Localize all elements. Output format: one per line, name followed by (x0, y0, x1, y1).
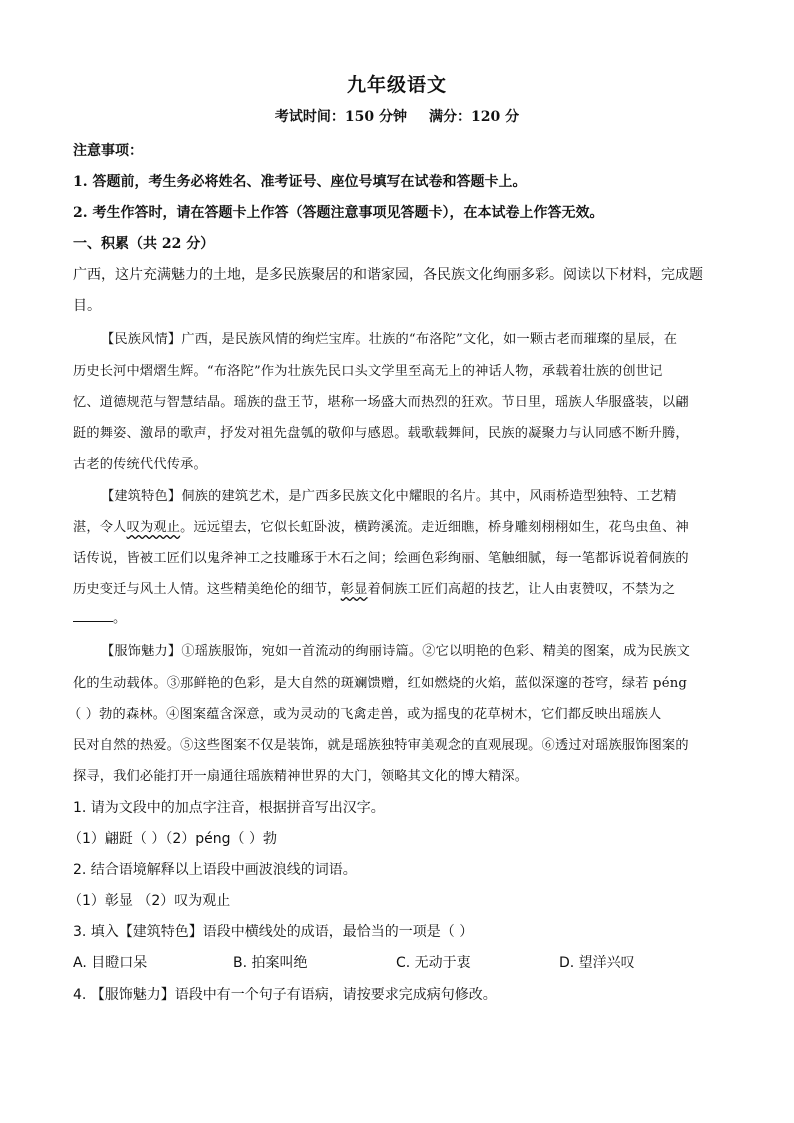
passage2-line-2 (73, 516, 689, 535)
passage3-line-2: 化的生动载体。③那鲜艳的色彩，是大自然的斑斓馈赠，红如燃烧的火焰，蓝似深邃的苍穹，绿若 péng (73, 676, 688, 691)
q3-option-a: A. 目瞪口呆 (73, 955, 148, 971)
question-2: 2. 结合语境解释以上语段中画波浪线的词语。 (73, 862, 357, 878)
passage2-line-1: 【建筑特色】侗族的建筑艺术，是广西多民族文化中耀眼的名片。其中，风雨桥造型独特、工艺精 (101, 489, 677, 504)
notice-heading: 注意事项： (73, 143, 143, 159)
passage2-text: 湛，令人 (73, 520, 127, 535)
question-3: 3. 填入【建筑特色】语段中横线处的成语，最恰当的一项是（ ） (73, 924, 474, 940)
passage1-line-2: 历史长河中熠熠生辉。“布洛陀”作为壮族先民口头文学里至高无上的神话人物，承载着壮族的创世记 (73, 364, 663, 379)
q3-option-c: C. 无动于衷 (396, 955, 471, 971)
question-2-sub: （1）彰显 （2）叹为观止 (68, 893, 231, 909)
passage2-text: 。 (113, 611, 127, 626)
exam-score: 满分：120 分 (429, 109, 520, 125)
passage3-line-3: （ ）勃的森林。④图案蕴含深意，或为灵动的飞禽走兽，或为摇曳的花草树木，它们都反映出瑶族人 (68, 707, 662, 722)
wavy-word-tanweiguanzhi: 叹为观止 (126, 520, 181, 535)
passage2-text: 历史变迁与风土人情。这些精美绝伦的细节， (73, 582, 341, 597)
fill-blank (73, 609, 113, 622)
passage2-text: 着侗族工匠们高超的技艺，让人由衷赞叹，不禁为之 (367, 582, 676, 597)
question-1-sub: （1）翩跹（ ）（2）péng（ ）勃 (68, 831, 277, 847)
exam-info (0, 106, 794, 126)
passage1-line-4: 跹的舞姿、激昂的歌声，抒发对祖先盘瓠的敬仰与感恩。载歌载舞间，民族的凝聚力与认同感不断升腾， (73, 426, 689, 441)
passage3-line-4: 民对自然的热爱。⑤这些图案不仅是装饰，就是瑶族独特审美观念的直观展现。⑥透过对瑶族服饰图案的 (73, 738, 689, 753)
notice-item-1: 1. 答题前，考生务必将姓名、准考证号、座位号填写在试卷和答题卡上。 (73, 174, 527, 190)
exam-time: 考试时间：150 分钟 (274, 109, 407, 125)
section-heading: 一、积累（共 22 分） (73, 236, 215, 252)
passage3-line-5: 探寻，我们必能打开一扇通往瑶族精神世界的大门，领略其文化的博大精深。 (73, 769, 529, 784)
passage2-line-4 (73, 578, 675, 597)
q3-option-d: D. 望洋兴叹 (559, 955, 635, 971)
passage1-line-3: 忆、道德规范与智慧结晶。瑶族的盘王节，堪称一场盛大而热烈的狂欢。节日里，瑶族人华服盛装，以翩 (73, 395, 689, 410)
question-4: 4. 【服饰魅力】语段中有一个句子有语病，请按要求完成病句修改。 (73, 987, 497, 1003)
passage2-text: 。远远望去，它似长虹卧波，横跨溪流。走近细瞧，桥身雕刻栩栩如生，花鸟虫鱼、神 (180, 520, 689, 535)
intro-line-2: 目。 (73, 298, 101, 314)
wavy-word-zhangxian: 彰显 (340, 582, 368, 597)
passage1-line-5: 古老的传统代代传承。 (73, 457, 207, 472)
question-1: 1. 请为文段中的加点字注音，根据拼音写出汉字。 (73, 800, 385, 816)
notice-item-2: 2. 考生作答时，请在答题卡上作答（答题注意事项见答题卡），在本试卷上作答无效。 (73, 205, 604, 221)
q3-option-b: B. 拍案叫绝 (233, 955, 308, 971)
passage1-line-1: 【民族风情】广西，是民族风情的绚烂宝库。壮族的“布洛陀”文化，如一颗古老而璀璨的星辰，在 (101, 332, 678, 347)
passage2-line-3: 话传说，皆被工匠们以鬼斧神工之技雕琢于木石之间；绘画色彩绚丽、笔触细腻，每一笔都诉说着侗族的 (73, 551, 689, 566)
page-title: 九年级语文 (346, 74, 447, 96)
passage3-line-1: 【服饰魅力】①瑶族服饰，宛如一首流动的绚丽诗篇。②它以明艳的色彩、精美的图案，成为民族文 (101, 644, 691, 659)
intro-line-1: 广西，这片充满魅力的土地，是多民族聚居的和谐家园，各民族文化绚丽多彩。阅读以下材料，完成题 (73, 267, 703, 283)
passage2-line-5 (73, 607, 126, 626)
